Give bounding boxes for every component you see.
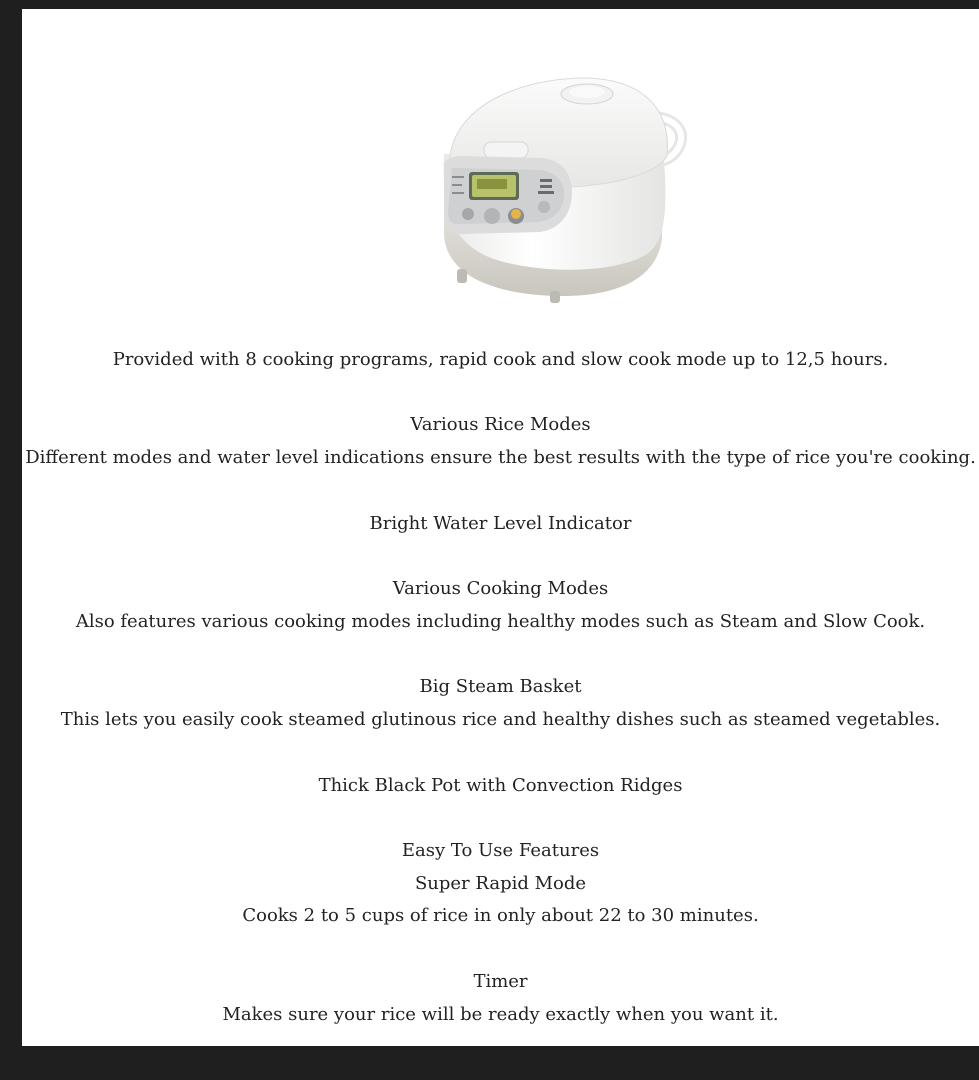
section-text: Also features various cooking modes including healthy modes such as Steam and Slow Cook.	[75, 611, 926, 632]
section-text: This lets you easily cook steamed glutinous rice and healthy dishes such as steamed vegetables.	[60, 709, 941, 730]
rice-cooker-image	[422, 64, 687, 314]
section-heading: Various Rice Modes	[410, 414, 591, 435]
section-heading: Thick Black Pot with Convection Ridges	[318, 775, 683, 796]
section-heading: Easy To Use Features	[401, 840, 600, 861]
section-subheading: Super Rapid Mode	[414, 873, 587, 894]
section-text: Makes sure your rice will be ready exactly when you want it.	[222, 1004, 779, 1025]
page-content	[22, 9, 979, 1046]
section-heading: Bright Water Level Indicator	[369, 513, 632, 534]
section-heading: Timer	[473, 971, 528, 992]
intro-text: Provided with 8 cooking programs, rapid cook and slow cook mode up to 12,5 hours.	[112, 349, 889, 370]
section-text: Different modes and water level indications ensure the best results with the type of rice you're cooking.	[25, 447, 976, 468]
section-heading: Various Cooking Modes	[392, 578, 609, 599]
section-text: Cooks 2 to 5 cups of rice in only about 22 to 30 minutes.	[242, 905, 759, 926]
section-heading: Big Steam Basket	[419, 676, 582, 697]
